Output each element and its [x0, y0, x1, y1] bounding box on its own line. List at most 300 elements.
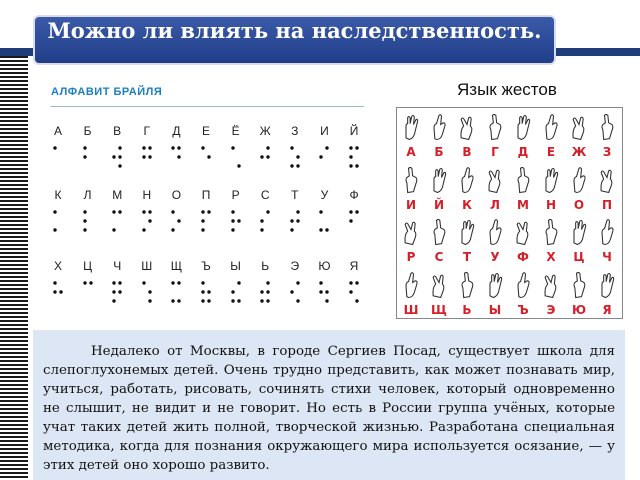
- braille-dot: [172, 228, 175, 231]
- braille-dot: [112, 210, 115, 213]
- braille-dot-pattern: [259, 208, 271, 234]
- braille-letter-label: А: [53, 124, 62, 138]
- braille-dot: [118, 290, 121, 293]
- sign-letter-label: Г: [491, 145, 499, 159]
- braille-letter-label: Ф: [349, 188, 359, 202]
- braille-dot: [231, 228, 234, 231]
- braille-dot: [260, 155, 263, 158]
- braille-dot: [83, 210, 86, 213]
- sign-letter-cell: [509, 213, 537, 265]
- braille-letter-label: К: [54, 188, 62, 202]
- sign-letter-cell: [565, 108, 593, 160]
- sign-letter-cell: [537, 213, 565, 265]
- braille-dot: [349, 146, 352, 149]
- braille-dot: [83, 281, 86, 284]
- sign-letter-cell: [565, 266, 593, 318]
- braille-dot: [53, 290, 56, 293]
- braille-dot: [201, 146, 204, 149]
- sign-letter-cell: [481, 213, 509, 265]
- braille-dot: [231, 146, 234, 149]
- braille-letter-cell: [75, 188, 101, 234]
- braille-dot: [148, 290, 151, 293]
- sign-letter-label: Й: [433, 197, 445, 212]
- braille-letter-cell: [282, 188, 308, 234]
- braille-dot: [266, 210, 269, 213]
- hand-sign-icon: [541, 163, 561, 197]
- braille-dot: [178, 146, 181, 149]
- braille-dot: [326, 146, 329, 149]
- braille-letter-cell: [75, 259, 101, 305]
- braille-alphabet-title: АЛФАВИТ БРАЙЛЯ: [51, 86, 163, 98]
- braille-letter-cell: [75, 124, 101, 170]
- hand-sign-icon: [541, 268, 561, 302]
- braille-dot: [296, 164, 299, 167]
- braille-dot-pattern: [82, 144, 94, 170]
- braille-letter-label: Э: [290, 259, 300, 273]
- sign-letter-cell: [565, 161, 593, 213]
- braille-dot-pattern: [348, 208, 360, 234]
- sign-letter-label: Ы: [488, 302, 502, 317]
- braille-dot: [326, 228, 329, 231]
- braille-dot: [148, 299, 151, 302]
- sign-letter-cell: [397, 266, 425, 318]
- braille-dot: [320, 281, 323, 284]
- braille-letter-cell: [252, 124, 278, 170]
- braille-dot-pattern: [200, 208, 212, 234]
- sign-letter-label: С: [434, 250, 444, 264]
- braille-dot: [349, 164, 352, 167]
- braille-letter-label: Ё: [231, 124, 240, 138]
- braille-dot: [142, 228, 145, 231]
- braille-dot: [231, 210, 234, 213]
- braille-dot-pattern: [170, 144, 182, 170]
- braille-dot: [53, 210, 56, 213]
- sign-letter-label: Ц: [573, 250, 585, 264]
- braille-dot: [290, 146, 293, 149]
- braille-dot: [207, 210, 210, 213]
- braille-dot: [207, 290, 210, 293]
- braille-dot-pattern: [289, 208, 301, 234]
- sign-letter-label: Ч: [602, 250, 612, 264]
- braille-dot: [172, 299, 175, 302]
- hand-sign-icon: [569, 163, 589, 197]
- braille-dot-pattern: [318, 279, 330, 305]
- braille-letter-label: П: [201, 188, 211, 202]
- sign-letter-label: Ф: [517, 250, 529, 264]
- braille-letter-label: Н: [142, 188, 152, 202]
- braille-dot-pattern: [230, 208, 242, 234]
- hand-sign-icon: [569, 268, 589, 302]
- braille-dot: [349, 219, 352, 222]
- braille-dot: [266, 155, 269, 158]
- braille-dot: [142, 281, 145, 284]
- braille-dot-pattern: [289, 144, 301, 170]
- braille-dot: [237, 299, 240, 302]
- braille-dot: [178, 299, 181, 302]
- braille-dot: [201, 290, 204, 293]
- braille-dot-pattern: [170, 279, 182, 305]
- braille-letter-cell: [45, 188, 71, 234]
- braille-dot-pattern: [200, 144, 212, 170]
- hand-sign-icon: [429, 110, 449, 144]
- hand-sign-icon: [429, 268, 449, 302]
- braille-dot-pattern: [111, 144, 123, 170]
- sign-letter-cell: [481, 108, 509, 160]
- sign-letter-label: Ю: [571, 302, 587, 317]
- hand-sign-icon: [597, 110, 617, 144]
- sign-letter-label: Ь: [462, 302, 472, 317]
- sign-letter-cell: [593, 213, 621, 265]
- braille-dot: [142, 155, 145, 158]
- sign-letter-cell: [397, 161, 425, 213]
- braille-letter-cell: [45, 124, 71, 170]
- braille-letter-label: Й: [349, 124, 359, 138]
- braille-letter-label: Ы: [230, 259, 241, 273]
- sign-letter-cell: [537, 108, 565, 160]
- braille-dot: [260, 299, 263, 302]
- braille-dot: [355, 281, 358, 284]
- braille-dot-pattern: [230, 279, 242, 305]
- hand-sign-icon: [485, 268, 505, 302]
- braille-dot: [59, 290, 62, 293]
- sign-letter-label: Ж: [571, 145, 587, 159]
- braille-letter-cell: [193, 188, 219, 234]
- braille-letter-label: У: [320, 188, 329, 202]
- sign-letter-cell: [425, 266, 453, 318]
- braille-letter-label: З: [291, 124, 299, 138]
- braille-letter-cell: [223, 259, 249, 305]
- braille-dot: [207, 155, 210, 158]
- hand-sign-icon: [597, 163, 617, 197]
- braille-dot: [320, 210, 323, 213]
- braille-dot-pattern: [82, 279, 94, 305]
- hand-sign-icon: [457, 110, 477, 144]
- braille-dot: [112, 155, 115, 158]
- hand-sign-icon: [513, 268, 533, 302]
- sign-letter-cell: [397, 108, 425, 160]
- braille-dot: [53, 281, 56, 284]
- sign-letter-label: Р: [406, 250, 416, 264]
- braille-dot: [207, 299, 210, 302]
- braille-letter-cell: [282, 124, 308, 170]
- braille-dot: [231, 290, 234, 293]
- sign-letter-label: Т: [462, 250, 472, 264]
- braille-dot: [89, 281, 92, 284]
- braille-dot-pattern: [52, 279, 64, 305]
- braille-dot: [320, 290, 323, 293]
- hand-sign-icon: [569, 110, 589, 144]
- sign-letter-cell: [565, 213, 593, 265]
- braille-letter-label: Б: [83, 124, 92, 138]
- braille-dot: [83, 155, 86, 158]
- braille-dot: [320, 155, 323, 158]
- braille-letter-label: Ж: [259, 124, 271, 138]
- braille-dot: [178, 155, 181, 158]
- sign-letter-cell: [397, 213, 425, 265]
- hand-sign-icon: [457, 215, 477, 249]
- sign-letter-cell: [593, 108, 621, 160]
- sign-letter-label: К: [462, 197, 472, 212]
- braille-dot: [118, 155, 121, 158]
- hand-sign-icon: [541, 215, 561, 249]
- braille-letter-cell: [193, 124, 219, 170]
- braille-dot: [172, 146, 175, 149]
- braille-dot: [326, 299, 329, 302]
- slide-title: Можно ли влиять на наследственность.: [33, 15, 556, 65]
- braille-letter-cell: [193, 259, 219, 305]
- hand-sign-icon: [541, 110, 561, 144]
- braille-dot: [53, 228, 56, 231]
- braille-dot: [201, 228, 204, 231]
- braille-dot: [112, 228, 115, 231]
- sign-letter-cell: [453, 266, 481, 318]
- sign-language-title: Язык жестов: [457, 80, 557, 99]
- braille-dot: [112, 281, 115, 284]
- braille-letter-cell: [311, 259, 337, 305]
- hand-sign-icon: [513, 110, 533, 144]
- sign-letter-label: М: [517, 197, 529, 212]
- braille-letter-cell: [252, 259, 278, 305]
- braille-letter-cell: [223, 124, 249, 170]
- sign-letter-label: В: [462, 145, 472, 159]
- braille-dot: [349, 210, 352, 213]
- sign-letter-label: Ш: [403, 302, 419, 317]
- braille-dot: [112, 290, 115, 293]
- braille-dot: [349, 281, 352, 284]
- braille-dot: [290, 219, 293, 222]
- braille-dot: [296, 299, 299, 302]
- sign-letter-cell: [481, 161, 509, 213]
- braille-dot: [118, 146, 121, 149]
- sign-letter-cell: [509, 266, 537, 318]
- braille-dot-pattern: [141, 208, 153, 234]
- braille-dot: [296, 281, 299, 284]
- braille-letter-cell: [341, 188, 367, 234]
- braille-dot: [118, 281, 121, 284]
- braille-dot: [201, 210, 204, 213]
- braille-letter-label: Ш: [141, 259, 153, 273]
- sign-letter-label: Щ: [431, 302, 447, 317]
- braille-dot-pattern: [82, 208, 94, 234]
- braille-dot: [118, 210, 121, 213]
- braille-dot: [260, 228, 263, 231]
- braille-letter-cell: [134, 259, 160, 305]
- hand-sign-icon: [457, 163, 477, 197]
- braille-letter-cell: [341, 124, 367, 170]
- braille-letter-cell: [104, 124, 130, 170]
- braille-dot-pattern: [141, 279, 153, 305]
- braille-dot: [148, 210, 151, 213]
- braille-dot: [260, 290, 263, 293]
- braille-letter-cell: [104, 259, 130, 305]
- braille-dot: [148, 146, 151, 149]
- braille-dot-pattern: [318, 144, 330, 170]
- braille-dot: [349, 290, 352, 293]
- braille-letter-label: Я: [349, 259, 359, 273]
- braille-letter-label: Ь: [261, 259, 270, 273]
- braille-letter-cell: [134, 188, 160, 234]
- sign-letter-label: Е: [546, 145, 556, 159]
- hand-sign-icon: [513, 163, 533, 197]
- braille-dot: [201, 281, 204, 284]
- hand-sign-icon: [429, 215, 449, 249]
- braille-letter-label: Ч: [113, 259, 122, 273]
- braille-dot: [178, 281, 181, 284]
- sign-letter-cell: [593, 161, 621, 213]
- braille-letter-label: Х: [53, 259, 62, 273]
- braille-dot-pattern: [289, 279, 301, 305]
- hand-sign-icon: [401, 110, 421, 144]
- braille-dot: [83, 146, 86, 149]
- braille-dot: [112, 299, 115, 302]
- braille-dot: [266, 299, 269, 302]
- braille-dot: [237, 219, 240, 222]
- braille-dot: [290, 290, 293, 293]
- sign-letter-cell: [453, 161, 481, 213]
- braille-dot: [296, 155, 299, 158]
- braille-dot: [178, 219, 181, 222]
- braille-dot: [118, 164, 121, 167]
- braille-letter-label: О: [171, 188, 182, 202]
- braille-dot-pattern: [259, 279, 271, 305]
- braille-dot: [296, 210, 299, 213]
- braille-dot: [290, 164, 293, 167]
- braille-letter-cell: [252, 188, 278, 234]
- sign-letter-label: У: [490, 250, 500, 264]
- sign-letter-cell: [509, 108, 537, 160]
- body-paragraph: Недалеко от Москвы, в городе Сергиев Посад, существует школа для слепоглухонемых детей. Очень трудно представить, как может познавать мир, учиться, работать, рисовать, сочинять стихи человек, который одновременно не слышит, не видит и не говорит. Но есть в России группа учёных, которые учат таких детей жить полной, творческой жизнью. Разработана специальная методика, когда для познания окружающего мира используется осязание, — у этих детей оно хорошо развито.: [43, 344, 615, 473]
- braille-letter-cell: [163, 124, 189, 170]
- braille-dot: [148, 155, 151, 158]
- sign-letter-label: З: [602, 145, 612, 159]
- hand-sign-icon: [457, 268, 477, 302]
- sign-letter-cell: [537, 266, 565, 318]
- braille-dot-pattern: [111, 208, 123, 234]
- sign-letter-label: П: [601, 197, 613, 212]
- braille-letter-label: Ц: [83, 259, 93, 273]
- braille-dot: [142, 146, 145, 149]
- braille-letter-label: Г: [143, 124, 151, 138]
- braille-dot: [290, 228, 293, 231]
- hand-sign-icon: [429, 163, 449, 197]
- braille-letter-cell: [45, 259, 71, 305]
- hand-sign-icon: [513, 215, 533, 249]
- sign-letter-label: Х: [546, 250, 556, 264]
- braille-dot: [260, 219, 263, 222]
- braille-letter-cell: [282, 259, 308, 305]
- braille-letter-label: М: [112, 188, 123, 202]
- braille-dot-pattern: [200, 279, 212, 305]
- sign-letter-label: А: [406, 145, 416, 159]
- braille-letter-cell: [311, 188, 337, 234]
- hand-sign-icon: [485, 215, 505, 249]
- sign-letter-cell: [453, 213, 481, 265]
- braille-dot-pattern: [318, 208, 330, 234]
- sign-letter-cell: [593, 266, 621, 318]
- braille-dot-pattern: [259, 144, 271, 170]
- braille-dot: [237, 164, 240, 167]
- braille-dot: [83, 219, 86, 222]
- left-stripe-decoration: [0, 48, 28, 480]
- braille-dot: [355, 299, 358, 302]
- braille-dot: [53, 146, 56, 149]
- braille-dot: [266, 146, 269, 149]
- sign-letter-label: Ъ: [517, 302, 529, 317]
- braille-dot: [83, 228, 86, 231]
- braille-letter-cell: [134, 124, 160, 170]
- braille-dot: [266, 281, 269, 284]
- braille-dot: [148, 219, 151, 222]
- braille-letter-cell: [223, 188, 249, 234]
- braille-letter-label: Ю: [318, 259, 331, 273]
- braille-letter-cell: [341, 259, 367, 305]
- braille-dot: [326, 290, 329, 293]
- hand-sign-icon: [401, 268, 421, 302]
- braille-dot-pattern: [141, 144, 153, 170]
- sign-language-chart: [396, 107, 623, 319]
- sign-letter-label: Я: [602, 302, 612, 317]
- sign-letter-label: Н: [545, 197, 557, 212]
- braille-dot: [355, 210, 358, 213]
- braille-letter-label: Е: [201, 124, 210, 138]
- hand-sign-icon: [485, 163, 505, 197]
- braille-dot: [231, 219, 234, 222]
- sign-letter-cell: [425, 108, 453, 160]
- braille-letter-cell: [311, 124, 337, 170]
- sign-letter-cell: [453, 108, 481, 160]
- braille-dot: [296, 219, 299, 222]
- braille-dot: [320, 228, 323, 231]
- braille-dot: [355, 164, 358, 167]
- braille-dot: [355, 146, 358, 149]
- braille-dot: [237, 281, 240, 284]
- hand-sign-icon: [401, 163, 421, 197]
- sign-letter-cell: [425, 161, 453, 213]
- braille-title-underline: [51, 106, 364, 107]
- sign-letter-cell: [481, 266, 509, 318]
- sign-letter-cell: [425, 213, 453, 265]
- braille-dot: [201, 219, 204, 222]
- braille-letter-label: В: [113, 124, 122, 138]
- braille-dot: [349, 155, 352, 158]
- braille-dot-pattern: [52, 208, 64, 234]
- braille-letter-label: Л: [83, 188, 92, 202]
- braille-dot: [142, 210, 145, 213]
- braille-letter-label: И: [320, 124, 329, 138]
- hand-sign-icon: [597, 268, 617, 302]
- hand-sign-icon: [597, 215, 617, 249]
- sign-letter-label: Э: [546, 302, 556, 317]
- braille-letter-cell: [104, 188, 130, 234]
- braille-dot: [201, 299, 204, 302]
- braille-letter-cell: [163, 188, 189, 234]
- braille-dot: [172, 210, 175, 213]
- braille-letter-label: Щ: [170, 259, 183, 273]
- braille-dot: [231, 299, 234, 302]
- braille-dot-pattern: [170, 208, 182, 234]
- braille-letter-label: Ъ: [201, 259, 211, 273]
- hand-sign-icon: [569, 215, 589, 249]
- body-text-box: [33, 330, 625, 480]
- braille-dot-pattern: [111, 279, 123, 305]
- braille-letter-cell: [163, 259, 189, 305]
- braille-letter-label: Т: [291, 188, 299, 202]
- sign-letter-label: О: [573, 197, 585, 212]
- sign-letter-cell: [537, 161, 565, 213]
- sign-letter-cell: [509, 161, 537, 213]
- sign-letter-label: Д: [517, 145, 529, 159]
- braille-dot-pattern: [348, 279, 360, 305]
